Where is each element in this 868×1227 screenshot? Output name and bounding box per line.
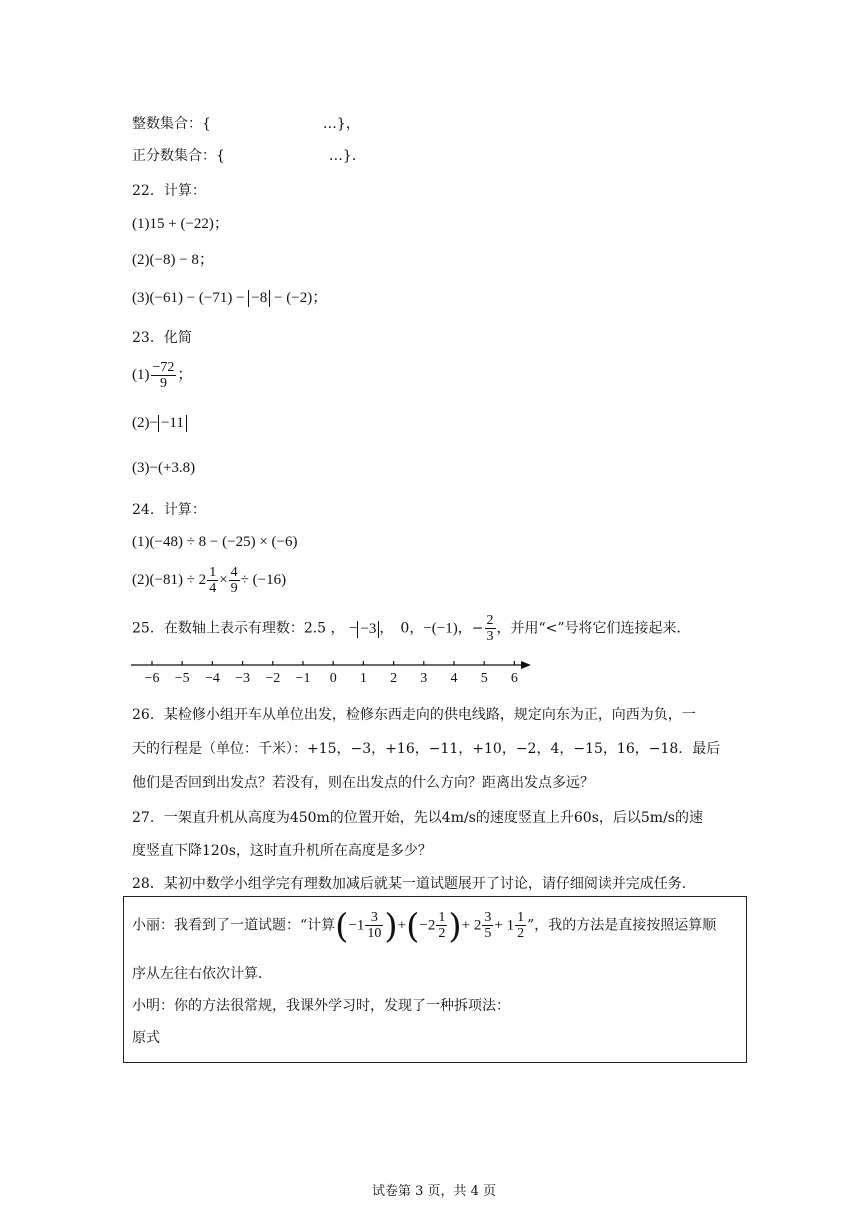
box-line1 (132, 906, 717, 954)
number-line (125, 655, 545, 687)
q24-part2-label: (2) (132, 571, 150, 588)
q23-part1-fraction (151, 360, 177, 391)
q24-part1: (1)(−48) ÷ 8 − (−25) × (−6) (132, 534, 298, 550)
q27-line2: 度竖直下降120s，这时直升机所在高度是多少？ (132, 843, 432, 859)
q24-title: 24．计算： (132, 502, 206, 518)
number-line-tick-label: −2 (265, 671, 281, 686)
q25-expr-e: −(−1) (423, 620, 458, 637)
q25-fraction (485, 613, 496, 644)
integer-set-line (132, 114, 360, 134)
paren-close-2: ) (448, 906, 462, 947)
box-term1-whole: −1 (348, 917, 365, 934)
q23-part2 (132, 413, 187, 433)
number-line-tick-label: 6 (510, 671, 518, 686)
positive-fraction-set-label: 正分数集合：{ (132, 148, 225, 164)
q24-part2-denominator-1: 4 (209, 581, 217, 596)
q23-part1-numerator: −72 (152, 360, 175, 375)
box-term1-numerator: 3 (365, 910, 383, 926)
box-term3-fraction (482, 910, 493, 941)
integer-set-tail: …}， (322, 116, 360, 132)
paren-open-2: ( (406, 906, 420, 947)
box-plus: + (397, 917, 407, 934)
q25-text-a: 25．在数轴上表示有理数：2.5 ， (132, 620, 345, 637)
q28-line1: 28．某初中数学小组学完有理数加减后就某一道试题展开了讨论，请仔细阅读并完成任务． (132, 876, 696, 892)
paren-close-1: ) (384, 906, 398, 947)
q22-part3-abs: −8 (248, 290, 270, 307)
box-term2-fraction (436, 910, 447, 941)
box-term4-numerator: 1 (517, 910, 525, 925)
q22-part2 (132, 250, 214, 270)
number-line-tick-label: 2 (390, 671, 398, 686)
box-text-a: 小丽：我看到了一道试题：“计算 (132, 917, 336, 934)
q22-part3-expr-a: (−61) − (−71) − (149, 290, 245, 306)
number-line-tick-label: −6 (144, 671, 160, 686)
q24-part2-denominator-2: 9 (230, 581, 238, 596)
q24-part2-numerator-2: 4 (230, 565, 238, 580)
q26-line3: 他们是否回到出发点？若没有，则在出发点的什么方向？距离出发点多远？ (132, 775, 594, 791)
box-line3: 小明：你的方法很常规，我课外学习时，发现了一种拆项法： (132, 998, 510, 1014)
q23-part3-label: (3) (132, 460, 150, 476)
q23-part1-label: (1) (132, 366, 150, 383)
box-term1-fraction (365, 910, 383, 941)
box-text-b: ”，我的方法是直接按照运算顺 (527, 917, 717, 934)
q22-part3-expr-b: − (−2) (274, 290, 313, 306)
q23-part2-label: (2) (132, 415, 150, 431)
q22-part2-expr: (−8) − 8； (149, 252, 214, 268)
box-line2: 序从左往右依次计算． (132, 966, 272, 982)
box-term4-whole: + 1 (494, 917, 515, 934)
q23-title: 23．化简 (132, 330, 192, 346)
q24-part2-times: × (219, 571, 228, 588)
number-line-tick-label: 1 (359, 671, 367, 686)
q22-part1: (1)15 + (−22)； (132, 216, 229, 232)
number-line-tick-label: 0 (329, 671, 337, 686)
number-line-tick-label: −5 (174, 671, 190, 686)
positive-fraction-set-tail: …}． (328, 148, 366, 164)
box-term1-denominator: 10 (367, 926, 382, 941)
box-term3-denominator: 5 (484, 926, 492, 941)
box-term2-numerator: 1 (438, 910, 446, 925)
number-line-tick-label: −4 (204, 671, 220, 686)
page-footer: 试卷第 3 页，共 4 页 (371, 1184, 497, 1199)
box-term2-whole: −2 (419, 917, 436, 934)
integer-set-label: 整数集合：{ (132, 116, 211, 132)
q23-part3-expr: −(+3.8) (149, 460, 196, 476)
positive-fraction-set-line (132, 146, 366, 166)
q23-part3 (132, 458, 195, 478)
q22-part3-label: (3) (132, 290, 150, 306)
q22-part3 (132, 288, 327, 308)
q22-part3-end: ； (312, 290, 328, 306)
q25-line (132, 613, 691, 653)
q24-part2-fraction-2 (229, 565, 240, 596)
q24-part2 (132, 565, 286, 601)
box-term4-fraction (515, 910, 526, 941)
q25-neg: − (348, 620, 358, 637)
box-term3-whole: + 2 (461, 917, 482, 934)
q25-numerator: 2 (486, 613, 494, 628)
q24-part2-fraction-1 (207, 565, 218, 596)
q26-line1: 26．某检修小组开车从单位出发，检修东西走向的供电线路，规定向东为正，向西为负，一 (132, 707, 696, 723)
q25-denominator: 3 (486, 629, 494, 644)
number-line-tick-label: 5 (480, 671, 488, 686)
q25-text-g: ，并用“<”号将它们连接起来． (496, 620, 691, 637)
q23-part1-denominator: 9 (159, 376, 167, 391)
number-line-tick-label: −3 (235, 671, 251, 686)
q23-part1 (132, 360, 192, 396)
number-line-arrow (521, 661, 531, 669)
q24-part2-expr-a: (−81) ÷ 2 (149, 571, 207, 588)
q22-title: 22．计算： (132, 183, 206, 199)
box-term2-denominator: 2 (438, 926, 446, 941)
q22-part2-label: (2) (132, 252, 150, 268)
number-line-tick-label: 4 (450, 671, 458, 686)
box-term3-numerator: 3 (484, 910, 492, 925)
q23-part2-neg: − (149, 415, 158, 431)
q23-part2-abs: −11 (158, 415, 187, 432)
q24-part2-expr-b: ÷ (−16) (240, 571, 287, 588)
q23-part1-end: ； (177, 366, 193, 383)
q25-abs: −3 (357, 621, 379, 638)
number-line-tick-label: −1 (295, 671, 311, 686)
box-line4: 原式 (132, 1030, 160, 1046)
number-line-tick-label: 3 (420, 671, 428, 686)
q25-text-f: ，− (457, 620, 484, 637)
q25-text-d: ， 0， (379, 620, 424, 637)
q26-line2: 天的行程是（单位：千米）：+15，−3，+16，−11，+10，−2，4，−15，16，−18．最后 (132, 741, 721, 757)
q24-part2-numerator-1: 1 (209, 565, 217, 580)
paren-open-1: ( (335, 906, 349, 947)
box-term4-denominator: 2 (517, 926, 525, 941)
q27-line1: 27．一架直升机从高度为450m的位置开始，先以4m/s的速度竖直上升60s，后以5m/s的速 (132, 810, 703, 826)
